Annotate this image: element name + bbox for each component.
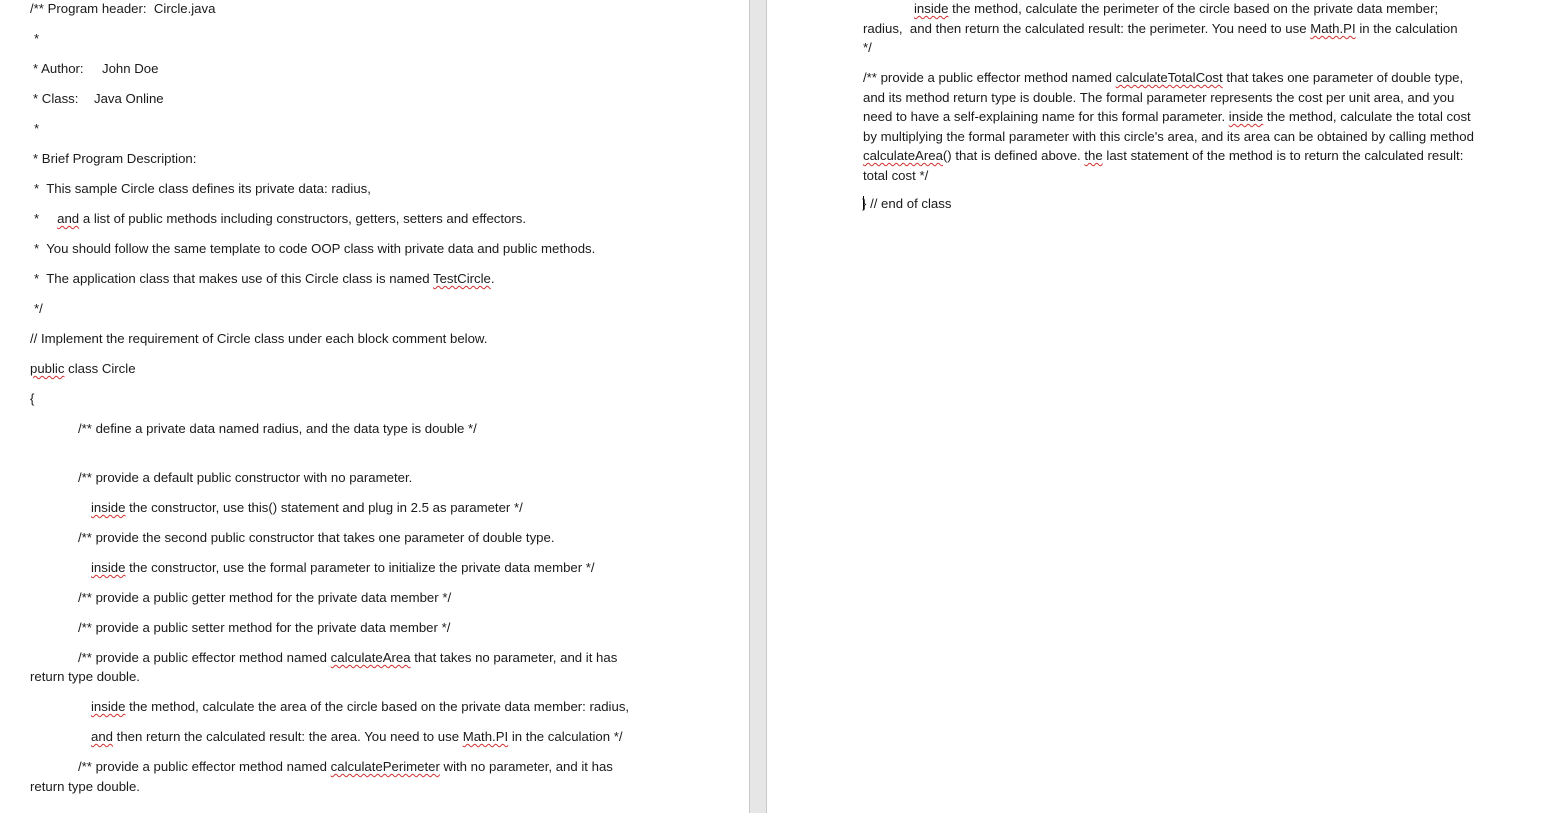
comment-text: /** provide a public effector method named bbox=[863, 70, 1116, 85]
comment-text: in the calculation */ bbox=[508, 729, 623, 744]
block-comment: /** provide a default public constructor with no parameter. bbox=[78, 470, 413, 485]
class-value: Java Online bbox=[94, 91, 164, 106]
comment-star: * bbox=[34, 211, 40, 226]
comment-text: the method, calculate the area of the circle based on the private data member: radius, bbox=[125, 699, 630, 714]
spelling-flag[interactable]: inside bbox=[91, 560, 126, 575]
block-comment-continued bbox=[914, 1, 1438, 17]
implement-comment: // Implement the requirement of Circle class under each block comment below. bbox=[30, 331, 488, 346]
block-comment: /** define a private data named radius, and the data type is double */ bbox=[78, 421, 477, 436]
comment-text: in the calculation bbox=[1355, 21, 1458, 36]
document-page-left[interactable] bbox=[0, 0, 749, 813]
total-cost-comment bbox=[863, 68, 1479, 185]
brief-description-heading: * Brief Program Description: bbox=[33, 151, 197, 166]
description-text: . bbox=[490, 271, 495, 286]
comment-text: /** provide a public effector method named bbox=[78, 650, 331, 665]
description-line: * You should follow the same template to code OOP class with private data and public methods. bbox=[34, 241, 596, 256]
comment-star-line: * bbox=[34, 31, 40, 46]
class-label: * Class: bbox=[33, 91, 79, 106]
comment-text: the method, calculate the total cost by multiplying the formal parameter with this circle's area, and its area can be obtained by calling method bbox=[863, 109, 1474, 144]
block-comment bbox=[78, 650, 617, 666]
block-comment bbox=[78, 759, 613, 775]
block-comment: /** provide a public getter method for the private data member */ bbox=[78, 590, 452, 605]
block-comment: /** provide the second public constructor that takes one parameter of double type. bbox=[78, 530, 555, 545]
comment-text: () that is defined above. bbox=[942, 148, 1085, 163]
end-of-class-comment: // end of class bbox=[866, 196, 952, 211]
class-declaration bbox=[30, 361, 136, 377]
block-comment: /** provide a public setter method for the private data member */ bbox=[78, 620, 451, 635]
comment-close: */ bbox=[34, 301, 43, 316]
spelling-flag[interactable]: calculatePerimeter bbox=[330, 759, 440, 774]
spelling-flag[interactable]: calculateArea bbox=[863, 148, 943, 163]
class-declaration-text: class Circle bbox=[64, 361, 136, 376]
opening-brace: { bbox=[30, 391, 35, 406]
spelling-flag[interactable]: inside bbox=[91, 500, 126, 515]
spelling-flag[interactable]: inside bbox=[1228, 109, 1264, 124]
author-value: John Doe bbox=[102, 61, 159, 76]
comment-star-line: * bbox=[34, 121, 40, 136]
block-comment-wrap: return type double. bbox=[30, 779, 140, 794]
block-comment-continued bbox=[91, 699, 629, 715]
closing-brace: } bbox=[862, 196, 867, 211]
comment-text: radius, and then return the calculated result: the perimeter. You need to use bbox=[863, 21, 1311, 36]
spelling-flag[interactable]: TestCircle bbox=[433, 271, 491, 286]
spelling-flag[interactable]: calculateArea bbox=[330, 650, 411, 665]
comment-text: that takes no parameter, and it has bbox=[410, 650, 618, 665]
spelling-flag[interactable]: and bbox=[57, 211, 80, 226]
comment-text: /** provide a public effector method named bbox=[78, 759, 331, 774]
comment-text: last statement of the method is to return the calculated result: total cost */ bbox=[863, 148, 1464, 183]
spelling-flag[interactable]: inside bbox=[91, 699, 126, 714]
spelling-flag[interactable]: public bbox=[30, 361, 65, 376]
comment-text: the constructor, use the formal parameter to initialize the private data member */ bbox=[125, 560, 595, 575]
end-of-class-line bbox=[863, 196, 951, 212]
page-gap bbox=[749, 0, 767, 813]
block-comment-wrap: return type double. bbox=[30, 669, 140, 684]
spelling-flag[interactable]: Math.PI bbox=[1310, 21, 1356, 36]
author-label: * Author: bbox=[33, 61, 84, 76]
comment-text: then return the calculated result: the area. You need to use bbox=[113, 729, 463, 744]
comment-text: that takes one parameter of double type, and its method return type is double. The formal parameter represents the cost per unit area, and you need to have a self-explaining name for this formal parameter. bbox=[863, 70, 1464, 124]
comment-close: */ bbox=[863, 40, 872, 55]
block-comment-continued bbox=[91, 560, 595, 576]
description-text: * The application class that makes use of this Circle class is named bbox=[34, 271, 433, 286]
description-line: * This sample Circle class defines its private data: radius, bbox=[34, 181, 371, 196]
description-text: a list of public methods including constructors, getters, setters and effectors. bbox=[79, 211, 527, 226]
class-line bbox=[33, 91, 164, 107]
spelling-flag[interactable]: the bbox=[1084, 148, 1103, 163]
spelling-flag[interactable]: Math.PI bbox=[462, 729, 509, 744]
block-comment-continued bbox=[863, 21, 1458, 37]
block-comment-continued bbox=[91, 500, 523, 516]
description-line bbox=[34, 211, 526, 227]
document-page-right[interactable] bbox=[767, 0, 1566, 813]
description-line bbox=[34, 271, 495, 287]
author-line bbox=[33, 61, 159, 77]
spelling-flag[interactable]: inside bbox=[914, 1, 949, 16]
comment-text: the method, calculate the perimeter of the circle based on the private data member; bbox=[948, 1, 1439, 16]
spelling-flag[interactable]: and bbox=[91, 729, 114, 744]
spelling-flag[interactable]: calculateTotalCost bbox=[1115, 70, 1223, 85]
block-comment-continued bbox=[91, 729, 623, 745]
program-header-line: /** Program header: Circle.java bbox=[30, 1, 216, 16]
comment-text: with no parameter, and it has bbox=[439, 759, 613, 774]
comment-text: the constructor, use this() statement and plug in 2.5 as parameter */ bbox=[125, 500, 523, 515]
